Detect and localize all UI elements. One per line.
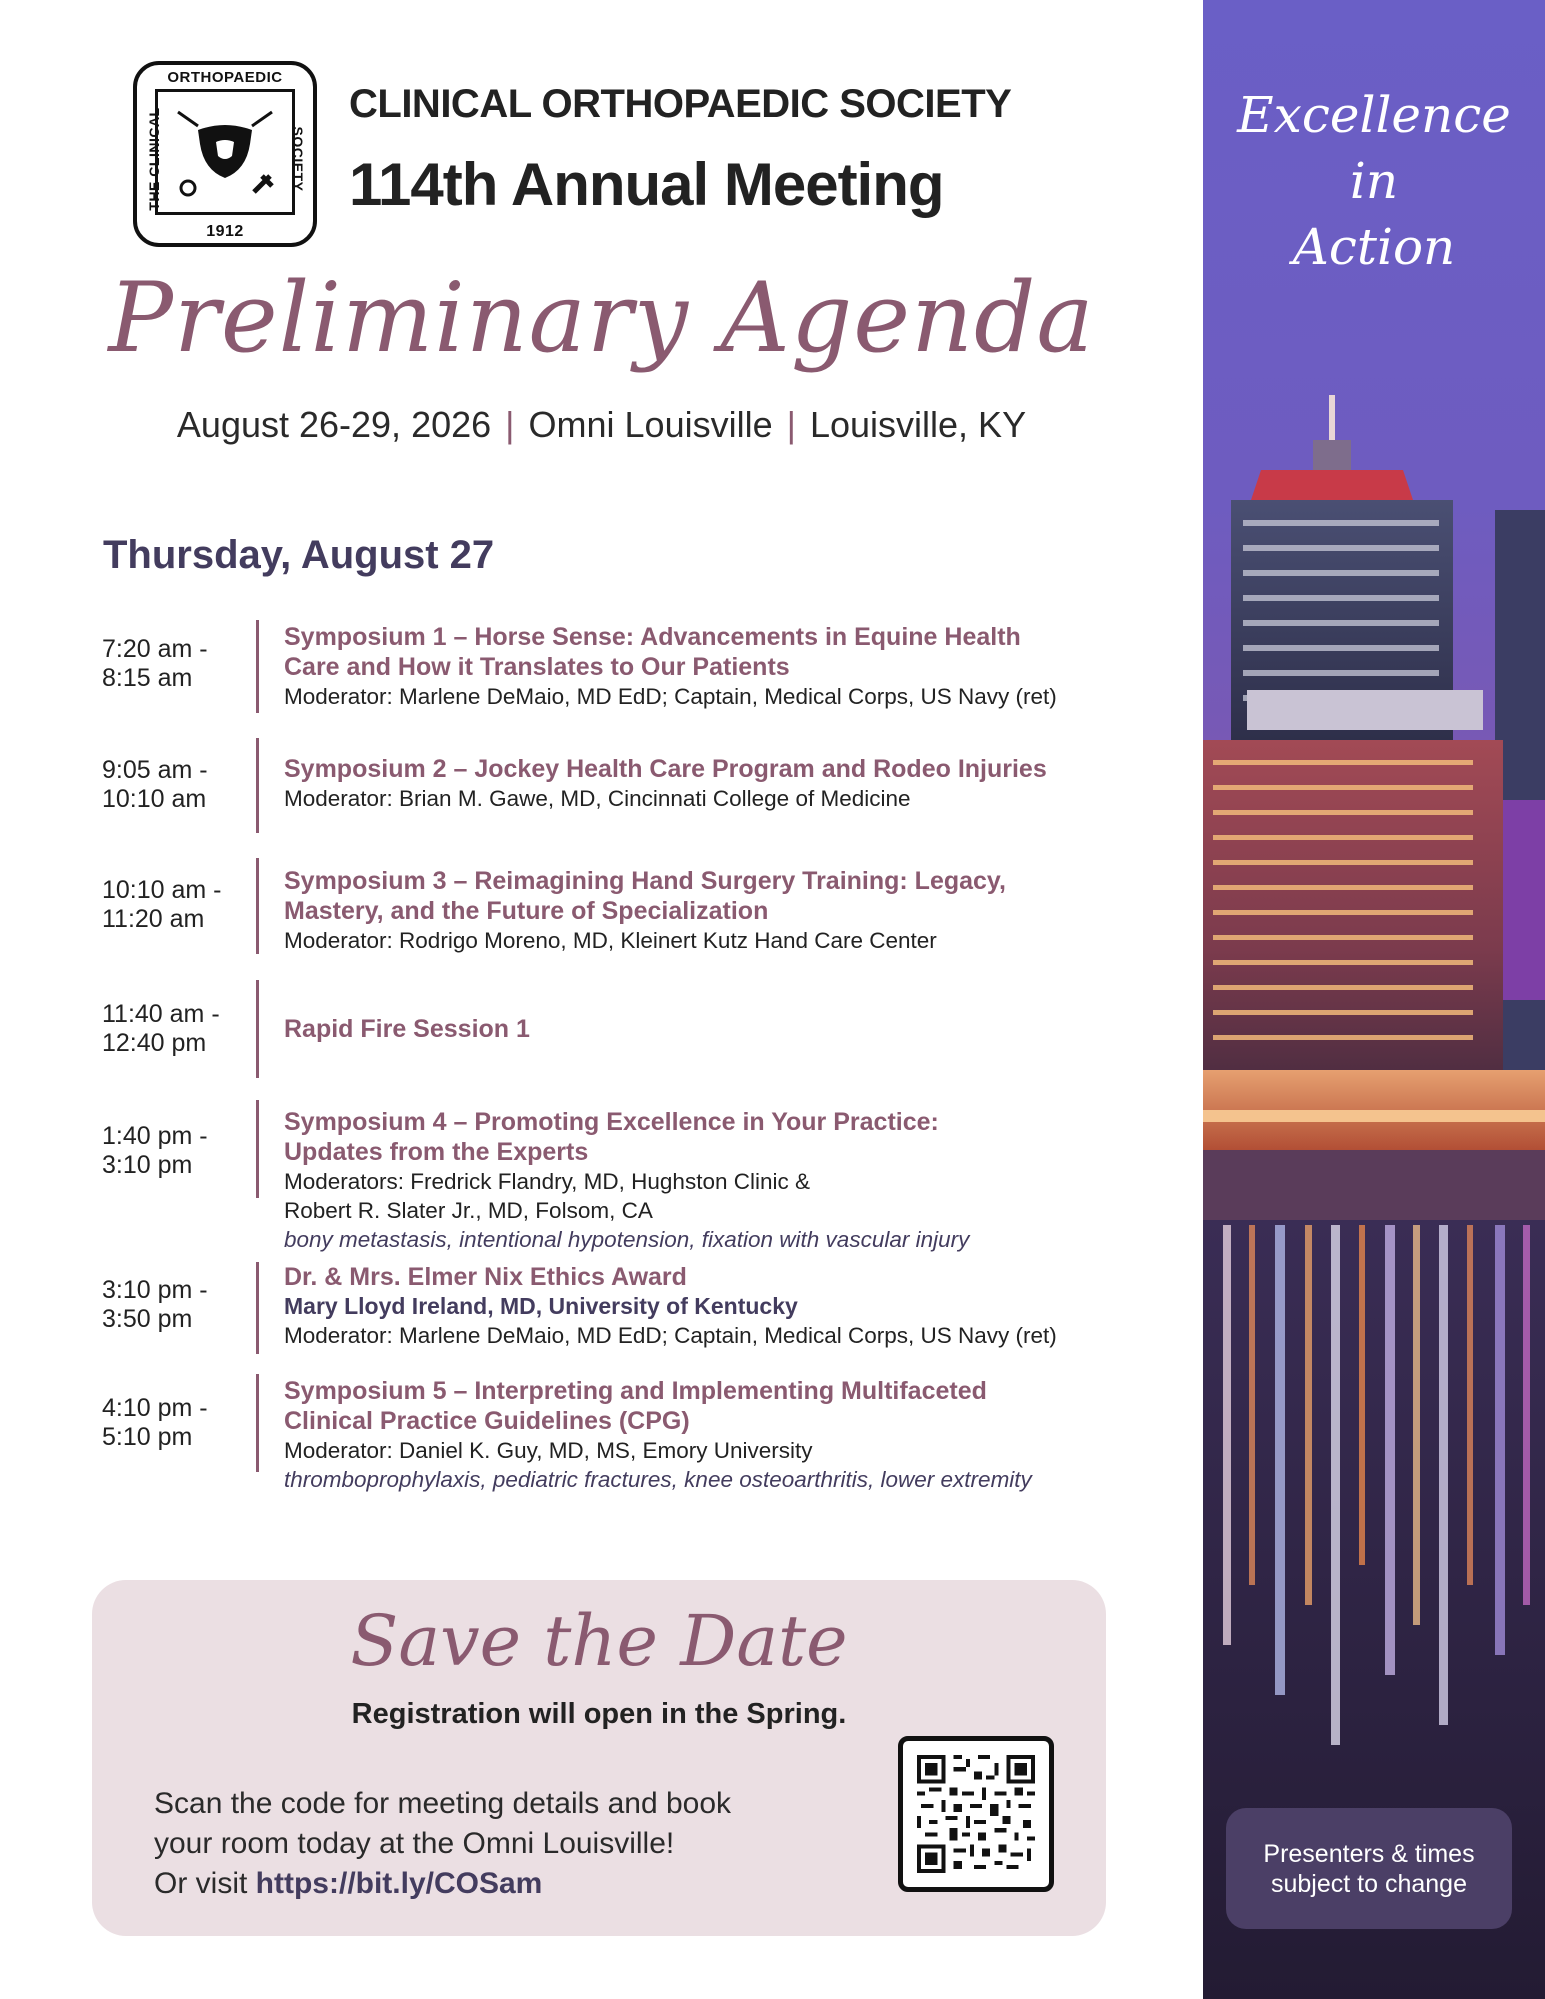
save-the-date-box <box>92 1580 1106 1936</box>
session-title: Symposium 2 – Jockey Health Care Program and Rodeo Injuries <box>284 755 1047 783</box>
session-time: 11:40 am - 12:40 pm <box>102 1000 220 1057</box>
session-title: Rapid Fire Session 1 <box>284 1015 530 1043</box>
skyline-illustration <box>1203 0 1545 1999</box>
session-content <box>284 1107 1164 1254</box>
event-info <box>0 404 1203 446</box>
tagline-line: Excellence <box>1237 86 1511 144</box>
session-time: 3:10 pm - 3:50 pm <box>102 1276 208 1333</box>
session-content <box>284 1262 1164 1350</box>
session-topics: thromboprophylaxis, pediatric fractures, knee osteoarthritis, lower extremity <box>284 1467 1032 1492</box>
session-title: Symposium 5 – Interpreting and Implementing Multifaceted <box>284 1377 987 1405</box>
session-topics: bony metastasis, intentional hypotension, fixation with vascular injury <box>284 1227 970 1252</box>
registration-note: Registration will open in the Spring. <box>351 1698 847 1730</box>
logo-year: 1912 <box>206 223 244 240</box>
session-divider <box>256 858 259 954</box>
session-time: 9:05 am - 10:10 am <box>102 756 208 813</box>
disclaimer-line: Presenters & times <box>1263 1839 1475 1868</box>
qr-code-icon <box>917 1755 1035 1873</box>
session-moderator: Moderator: Rodrigo Moreno, MD, Kleinert Kutz Hand Care Center <box>284 928 937 953</box>
session-time: 4:10 pm - 5:10 pm <box>102 1394 208 1451</box>
session-content <box>284 1014 1164 1044</box>
session-content <box>284 754 1164 813</box>
session-divider <box>256 1262 259 1354</box>
save-the-date-text <box>154 1784 774 1904</box>
session-content <box>284 622 1164 711</box>
session-divider <box>256 980 259 1078</box>
session-awardee: Mary Lloyd Ireland, MD, University of Kentucky <box>284 1293 798 1319</box>
tagline <box>1203 82 1545 280</box>
society-logo <box>133 61 317 247</box>
session-title: Care and How it Translates to Our Patients <box>284 653 790 681</box>
session-title: Symposium 3 – Reimagining Hand Surgery Training: Legacy, <box>284 867 1006 895</box>
preliminary-agenda-title: Preliminary Agenda <box>108 262 1095 374</box>
tagline-line: Action <box>1292 218 1456 276</box>
session-divider <box>256 620 259 713</box>
meeting-link[interactable]: https://bit.ly/COSam <box>255 1867 543 1900</box>
logo-top-text: ORTHOPAEDIC <box>167 69 283 86</box>
session-title: Updates from the Experts <box>284 1138 589 1166</box>
qr-code[interactable] <box>898 1736 1054 1892</box>
session-time: 1:40 pm - 3:10 pm <box>102 1122 208 1179</box>
disclaimer-line: subject to change <box>1271 1869 1467 1898</box>
session-moderator: Moderator: Brian M. Gawe, MD, Cincinnati College of Medicine <box>284 786 911 811</box>
session-title: Symposium 4 – Promoting Excellence in Your Practice: <box>284 1108 939 1136</box>
session-divider <box>256 1374 259 1472</box>
logo-left-text: THE CLINICAL <box>146 107 162 211</box>
session-time: 10:10 am - 11:20 am <box>102 876 222 933</box>
logo-emblem <box>155 89 295 215</box>
disclaimer-badge <box>1226 1808 1512 1929</box>
logo-right-text: SOCIETY <box>290 126 306 192</box>
session-moderator: Robert R. Slater Jr., MD, Folsom, CA <box>284 1198 653 1223</box>
session-moderator: Moderator: Daniel K. Guy, MD, MS, Emory University <box>284 1438 813 1463</box>
event-venue: Omni Louisville <box>528 404 773 445</box>
event-dates: August 26-29, 2026 <box>176 404 492 445</box>
save-line: your room today at the Omni Louisville! <box>154 1827 675 1860</box>
pelvis-emblem-icon <box>158 92 292 212</box>
tagline-line: in <box>1349 152 1399 210</box>
event-city: Louisville, KY <box>809 404 1027 445</box>
separator: | <box>786 404 796 445</box>
session-title: Symposium 1 – Horse Sense: Advancements in Equine Health <box>284 623 1021 651</box>
session-divider <box>256 1100 259 1198</box>
meeting-title: 114th Annual Meeting <box>349 151 944 218</box>
org-name: CLINICAL ORTHOPAEDIC SOCIETY <box>349 82 1012 126</box>
save-line: Or visit https://bit.ly/COSam <box>154 1867 543 1900</box>
separator: | <box>505 404 515 445</box>
day-heading: Thursday, August 27 <box>103 533 495 577</box>
session-content <box>284 866 1164 955</box>
session-title: Clinical Practice Guidelines (CPG) <box>284 1407 690 1435</box>
session-content <box>284 1376 1164 1494</box>
session-moderator: Moderators: Fredrick Flandry, MD, Hughston Clinic & <box>284 1169 810 1194</box>
session-moderator: Moderator: Marlene DeMaio, MD EdD; Captain, Medical Corps, US Navy (ret) <box>284 684 1057 709</box>
session-title: Dr. & Mrs. Elmer Nix Ethics Award <box>284 1263 687 1291</box>
session-divider <box>256 738 259 833</box>
save-line: Scan the code for meeting details and book <box>154 1787 732 1820</box>
session-moderator: Moderator: Marlene DeMaio, MD EdD; Captain, Medical Corps, US Navy (ret) <box>284 1323 1057 1348</box>
city-skyline-panel <box>1203 0 1545 1999</box>
session-time: 7:20 am - 8:15 am <box>102 635 208 692</box>
session-title: Mastery, and the Future of Specialization <box>284 897 769 925</box>
save-the-date-title: Save the Date <box>350 1600 848 1682</box>
